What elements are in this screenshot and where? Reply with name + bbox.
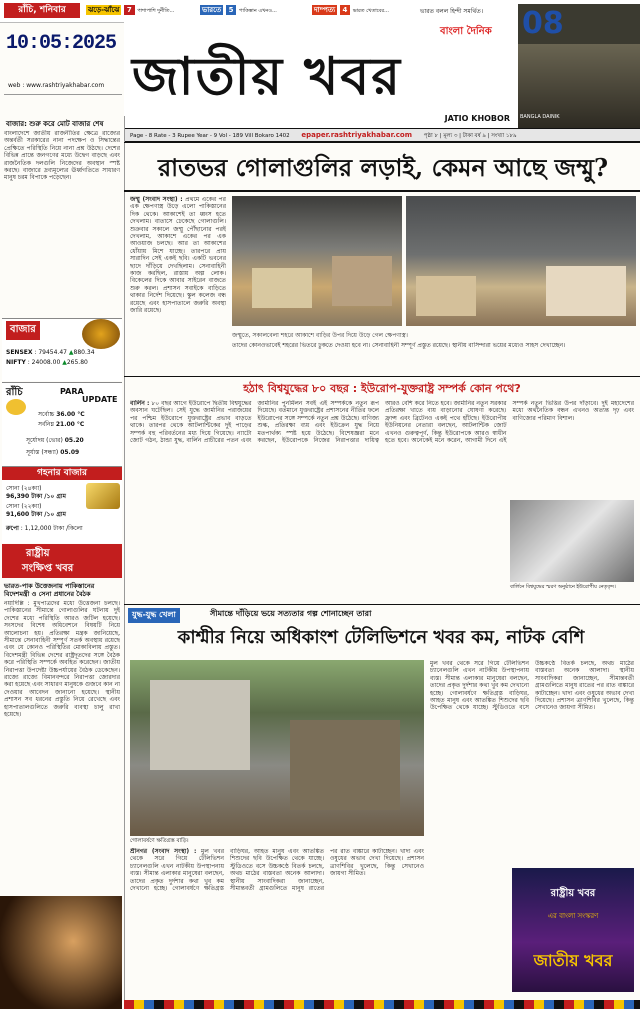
teaser-2-text: পাকিস্তান এখনও... [238, 8, 277, 14]
rule [124, 142, 640, 143]
teaser-4-text[interactable]: ভারত বলল হিন্দী সমর্থিত। [420, 8, 483, 15]
nifty-value: 24008.00 [31, 359, 61, 366]
third-text-2: মুল খবর থেকে সরে গিয়ে টেলিভিশন চ্যানেলগুলি এখন নাটকীয় উপস্থাপনায় ব্যস্ত। সীমান্ত এলাকার মানুষেরা বলছেন, তাদের প্রকৃত দুর্দশার কথা খুব কম দেখানো হচ্ছে। গোলাবর্ষণে ক্ষতিগ্রস্ত বাড়িঘর, আহত মানুষ এবং আতঙ্কিত শিশুদের ছবি উপেক্ষিত থেকে যাচ্ছে। স্টুডিওতে বসে উচ্চকণ্ঠে বিতর্ক চলছে, অথচ মাঠের বাস্তবতা অনেক আলাদা। স্থানীয় সাংবাদিকরা জানাচ্ছেন, সীমান্তবর্তী গ্রামগুলিতে মানুষ রাতের পর রাত বাঙ্কারে কাটাচ্ছেন। খাদ্য এবং ওষুধের অভাব দেখা দিয়েছে। প্রশাসন ত্রাণশিবির খুলেছে, কিন্তু সেখানেও জায়গা সীমিত। [430, 660, 634, 712]
gold-row-2: 91,600 টাকা /১০ গ্রাম [6, 511, 66, 518]
silver-label: রুপো [6, 525, 19, 532]
gold-row-1: 96,390 টাকা /১০ গ্রাম [6, 493, 66, 500]
debris-shape [150, 680, 250, 770]
page-photo-corner [518, 4, 640, 128]
building-shape [252, 268, 312, 308]
page-number: 08 [522, 6, 564, 41]
sunrise-label: সূর্যোদয় (ভোর) [26, 437, 63, 444]
nifty-label: NIFTY [6, 359, 26, 366]
temp-min-label: সর্বনিম্ন [38, 421, 54, 428]
weather-para: PARA [60, 387, 84, 396]
third-photo [130, 660, 424, 836]
third-byline: শ্রীনগর (সংবাদ সংস্থা) : [130, 848, 197, 855]
nifty-change: 265.80 [66, 359, 88, 366]
lead-headline[interactable]: রাতভর গোলাগুলির লড়াই, কেমন আছে জম্মু? [157, 153, 609, 182]
sensex-label: SENSEX [6, 349, 33, 356]
masthead-logo-area [124, 22, 518, 128]
web-address[interactable]: web : www.rashtriyakhabar.com [8, 82, 105, 89]
sunset-label: সূর্যাস্ত (সন্ধ্যা) [26, 449, 59, 456]
sensex-value: 79454.47 [38, 349, 67, 356]
third-kicker: যুদ্ধ-যুদ্ধ খেলা [128, 608, 180, 623]
brand-english: JATIO KHOBOR [444, 114, 510, 123]
lead-side-text: তাদের কোনওভাবেই শহরের ভিতরে ঢুকতে দেওয়া হবে না। সেনাবাহিনী সম্পূর্ণ প্রস্তুত রয়েছে। স্থানীয় বাসিন্দারা ভয়ের মধ্যেও সাহস দেখাচ্ছেন। [232, 342, 566, 349]
gold-bar-icon [86, 483, 120, 509]
teaser-1[interactable] [86, 4, 186, 18]
sunset-row [26, 447, 122, 458]
second-photo [510, 500, 634, 582]
brief-heading: ভারত-পাক উত্তেজনায় পাকিস্তানের বিদেশমন্ত্রী ও সেনা প্রধানের বৈঠক [4, 582, 95, 598]
national-brief-banner [2, 544, 122, 578]
temp-max-label: সর্বোচ্চ [38, 411, 55, 418]
teaser-3-label: দাম্পত্য [314, 6, 336, 14]
brand-small: বাংলা দৈনিক [440, 26, 492, 37]
date-label: রাঁচি, শনিবার [4, 3, 80, 18]
date-box [4, 24, 122, 114]
teaser-2-label: ভারতে [202, 6, 222, 14]
meta-line: Page - 8 Rate - 3 Rupee Year - 9 Vol - 189 Vill Bokaro 1402 [130, 133, 290, 139]
teaser-3-text: ভারত খেতাবের... [352, 8, 389, 14]
temp-min-row [38, 419, 122, 430]
bottom-left-photo [0, 896, 122, 1009]
meta-strip [124, 128, 640, 142]
promo-sub: এর বাংলা সংস্করণ [547, 912, 599, 920]
silver-value: 1,12,000 টাকা /কিলো [24, 525, 83, 532]
color-bar [124, 1000, 640, 1009]
teaser-3-page: 4 [340, 5, 351, 15]
nifty-row: NIFTY : 24008.00 ▲265.80 [6, 359, 88, 366]
promo-title: রাষ্ট্রীয় খবর [550, 888, 596, 899]
epaper-link[interactable]: epaper.rashtriyakhabar.com [301, 131, 412, 139]
building-shape [546, 266, 626, 316]
second-photo-caption: বার্লিনে বিশ্বযুদ্ধের স্মরণ অনুষ্ঠানে ইউরোপীয় নেতৃবৃন্দ। [510, 584, 616, 590]
issue-line: পৃষ্ঠা ৮ | মূল্য ৩ | টাকা বর্ষ ৯ | সংখ্যা ১৮৯ [423, 133, 517, 139]
divider [4, 94, 122, 95]
weather-update: UPDATE [82, 395, 118, 404]
promo-brand: জাতীয় খবর [533, 951, 613, 970]
building-shape [290, 720, 400, 810]
third-headline[interactable]: কাশ্মীর নিয়ে অধিকাংশ টেলিভিশনে খবর কম, নাটক বেশি [177, 627, 585, 648]
gold-box [2, 466, 122, 543]
lead-photo [232, 196, 402, 326]
rule [124, 376, 640, 377]
sunrise: 05.20 [64, 437, 84, 444]
brand-logo: জাতীয় খবর [132, 46, 402, 107]
teaser-1-label: ঝড়ে-ঝাঁঝে [88, 6, 120, 14]
issue-date: 10:05:2025 [6, 32, 117, 55]
lead-photo-2 [406, 196, 636, 326]
lead-photo-caption: জম্মুতে, সকালবেলা শহরে আকাশে বাড়ির উপর দিয়ে উড়ে গেল ক্ষেপণাস্ত্র। [232, 332, 408, 339]
sunset: 05.09 [60, 449, 80, 456]
temp-min: 21.00 °C [55, 421, 85, 428]
lead-text: প্রথমে একের পর এক ক্ষেপণাস্ত্র উড়ে এলো পাকিস্তানের দিক থেকে। আকাশেই তা ধ্বংস হতে দেখলাম। বাতাসে ঢেকেছে গোলাগুলি। শুক্রবার সকালে জম্মু পৌঁছানোর পরই দেখলাম, আকাশে একের পর এক আওয়াজ চলছে। আর তা আকাশের ধোঁয়ায় মিশে যাচ্ছে। তারপরে প্রায় সারাদিন সেই একই ছবি। একটি ভবনের ছাদে দাঁড়িয়ে দেখছিলাম। সেনাবাহিনী কাজ করছিল, রাস্তায় অল্প লোক। বিকেলের দিকে আবার সাইরেন বাজতে শুরু করল। প্রশাসন সবাইকে বাড়িতে থাকার নির্দেশ দিয়েছে। স্কুল কলেজ বন্ধ রয়েছে এবং হাসপাতালে জরুরি অবস্থা জারি রয়েছে। [130, 196, 226, 315]
third-text: মুল খবর থেকে সরে গিয়ে টেলিভিশন চ্যানেলগুলি এখন নাটকীয় উপস্থাপনায় ব্যস্ত। সীমান্ত এলাকার মানুষেরা বলছেন, তাদের প্রকৃত দুর্দশার কথা খুব কম দেখানো হচ্ছে। গোলাবর্ষণে ক্ষতিগ্রস্ত বাড়িঘর, আহত মানুষ এবং আতঙ্কিত শিশুদের ছবি উপেক্ষিত থেকে যাচ্ছে। স্টুডিওতে বসে উচ্চকণ্ঠে বিতর্ক চলছে, অথচ মাঠের বাস্তবতা অনেক আলাদা। স্থানীয় সাংবাদিকরা জানাচ্ছেন, সীমান্তবর্তী গ্রামগুলিতে মানুষ রাতের পর রাত বাঙ্কারে কাটাচ্ছেন। খাদ্য এবং ওষুধের অভাব দেখা দিয়েছে। প্রশাসন ত্রাণশিবির খুলেছে, কিন্তু সেখানেও জায়গা সীমিত। [130, 848, 424, 893]
intro-text: বাংলাদেশে জাতীয় রাজনীতির ক্ষেত্রে রাজ্যের অন্তর্বর্তী সরকারের নানা পদক্ষেপ ও সিদ্ধান্তের প্রেক্ষিতে পরিস্থিতি নিয়ে নানা প্রশ্ন উঠছে। দেশের বিভিন্ন প্রান্তে জনগণের মধ্যে উদ্বেগ বাড়ছে এবং রাজনৈতিক দলগুলি নিজেদের অবস্থান স্পষ্ট করছে। বাজারে দ্রব্যমূল্যের ঊর্ধ্বগতিতে সাধারণ মানুষ চরম বিপাকে পড়েছেন। [4, 130, 120, 182]
bull-icon [82, 319, 120, 349]
sensex-row: SENSEX : 79454.47 ▲880.34 [6, 349, 95, 356]
gold-row-1-label: সোনা (২৪ক্যা) [6, 485, 42, 492]
third-photo-caption: গোলাবর্ষণে ক্ষতিগ্রস্ত বাড়ি। [130, 838, 189, 844]
rule [124, 190, 640, 192]
promo-box[interactable] [512, 868, 634, 992]
lead-byline: জম্মু (সংবাদ সংস্থা) : [130, 196, 183, 203]
national-tag: রাষ্ট্রীয় [26, 548, 50, 559]
gold-row-2-label: সোনা (২২ক্যা) [6, 503, 42, 510]
second-text-body: ৮০ বছর আগে ইউরোপে দ্বিতীয় বিশ্বযুদ্ধের অবসান ঘটেছিল। সেই যুদ্ধে জার্মানির পরাজয়ের পর পশ্চিম ইউরোপে যুক্তরাষ্ট্রের প্রভাব বাড়তে থাকে। তারপর থেকে আটলান্টিকের দুই পাড়ের সম্পর্ক বহু পরিবর্তনের মধ্য দিয়ে গিয়েছে। ন্যাটো জোট গঠন, ঠান্ডা যুদ্ধ, বার্লিন প্রাচীরের পতন এবং জার্মানির পুনর্মিলন সবই এই সম্পর্ককে নতুন রূপ দিয়েছে। বর্তমানে যুক্তরাষ্ট্রের প্রশাসনের নীতির ফলে ইউরোপের সঙ্গে সম্পর্কে নতুন প্রশ্ন উঠেছে। বাণিজ্য শুল্ক, প্রতিরক্ষা ব্যয় এবং ইউক্রেন যুদ্ধ নিয়ে মতপার্থক্য স্পষ্ট হয়ে উঠেছে। বিশেষজ্ঞরা মনে করছেন, ইউরোপকে নিজের নিরাপত্তার দায়িত্ব আরও বেশি করে নিতে হবে। জার্মানির নতুন সরকার প্রতিরক্ষা খাতে ব্যয় বাড়ানোর ঘোষণা করেছে। ফ্রান্স এবং ব্রিটেনও একই পথে হাঁটছে। ইউরোপীয় ইউনিয়নের নেতারা বলছেন, আটলান্টিক জোট এখনও গুরুত্বপূর্ণ, কিন্তু ইউরোপকে আরও স্বাধীন হতে হবে। অনেকেই মনে করেন, আগামী দিনে এই সম্পর্ক নতুন ভিত্তির উপর দাঁড়াবে। দুই মহাদেশের মধ্যে অর্থনৈতিক বন্ধন এখনও অত্যন্ত দৃঢ় এবং বাণিজ্যের পরিমাণ বিশাল। [130, 400, 634, 445]
building-shape [416, 276, 476, 316]
teaser-2[interactable] [200, 4, 300, 18]
brief-text: নয়াদিল্লি : মুখপাত্রদের মধ্যে উত্তেজনা চলছে। পাকিস্তানের সীমান্তে গোলাগুলির ঘটনায় দুই দেশের মধ্যে পরিস্থিতি আরও জটিল হয়েছে। সংসদের বিশেষ অধিবেশনে বিষয়টি নিয়ে আলোচনা হয়। প্রতিরক্ষা মন্ত্রক জানিয়েছে, সীমান্তে সেনাবাহিনী সম্পূর্ণ সতর্ক অবস্থায় রয়েছে এবং যে কোনও পরিস্থিতির মোকাবিলায় প্রস্তুত। বিদেশমন্ত্রী বিভিন্ন দেশের রাষ্ট্রদূতদের সঙ্গে বৈঠক করে পরিস্থিতি সম্পর্কে অবহিত করেছেন। জাতীয় নিরাপত্তা উপদেষ্টা উচ্চপর্যায়ের বৈঠক ডেকেছেন। রাজ্যে রাজ্যে বিমানবন্দরে নিরাপত্তা জোরদার করা হয়েছে এবং সাধারণ মানুষকে গুজবে কান না দেওয়ার আবেদন জানানো হয়েছে। স্থানীয় প্রশাসন সব ধরনের প্রস্তুতি নিয়ে রেখেছে এবং হাসপাতালগুলিতে জরুরি ব্যবস্থা চালু রাখা হয়েছে। [4, 600, 120, 719]
sunrise-row [26, 435, 122, 446]
gold-title: গহনার বাজার [2, 467, 122, 480]
third-text-1 [130, 848, 424, 998]
teaser-1-page: 7 [124, 5, 135, 15]
sun-icon [6, 399, 26, 415]
weather-city: রাঁচি [6, 387, 23, 398]
teaser-3[interactable] [312, 4, 408, 18]
sensex-change: 880.34 [73, 349, 95, 356]
brand-english-sub: BANGLA DAINIK [520, 114, 560, 120]
market-title: বাজার [6, 321, 40, 340]
national-sub: সংক্ষিপ্ত খবর [22, 563, 74, 574]
left-column [0, 116, 125, 1009]
rule [124, 604, 640, 605]
teaser-1-text: পাশাপাশি দুর্নীতি... [137, 8, 175, 14]
building-shape [332, 256, 392, 306]
second-headline[interactable]: হঠাৎ বিশ্বযুদ্ধের ৮০ বছর : ইউরোপ-যুক্তরাষ্ট্র সম্পর্ক কোন পথে? [243, 382, 521, 395]
weather-box [2, 382, 122, 467]
intro-heading: বাজার: শুরু করে মোট বাজার শেষ [6, 120, 104, 128]
teaser-2-page: 5 [226, 5, 237, 15]
second-byline: বার্লিন : [130, 400, 150, 407]
silver-row: রুপো : 1,12,000 টাকা /কিলো [6, 525, 83, 532]
market-box [2, 318, 122, 381]
third-sub: সীমান্তে দাঁড়িয়ে ভয়ে সত্যতার গল্প শোনাচ্ছেন তারা [210, 609, 372, 618]
temp-max: 36.00 °C [56, 411, 85, 418]
